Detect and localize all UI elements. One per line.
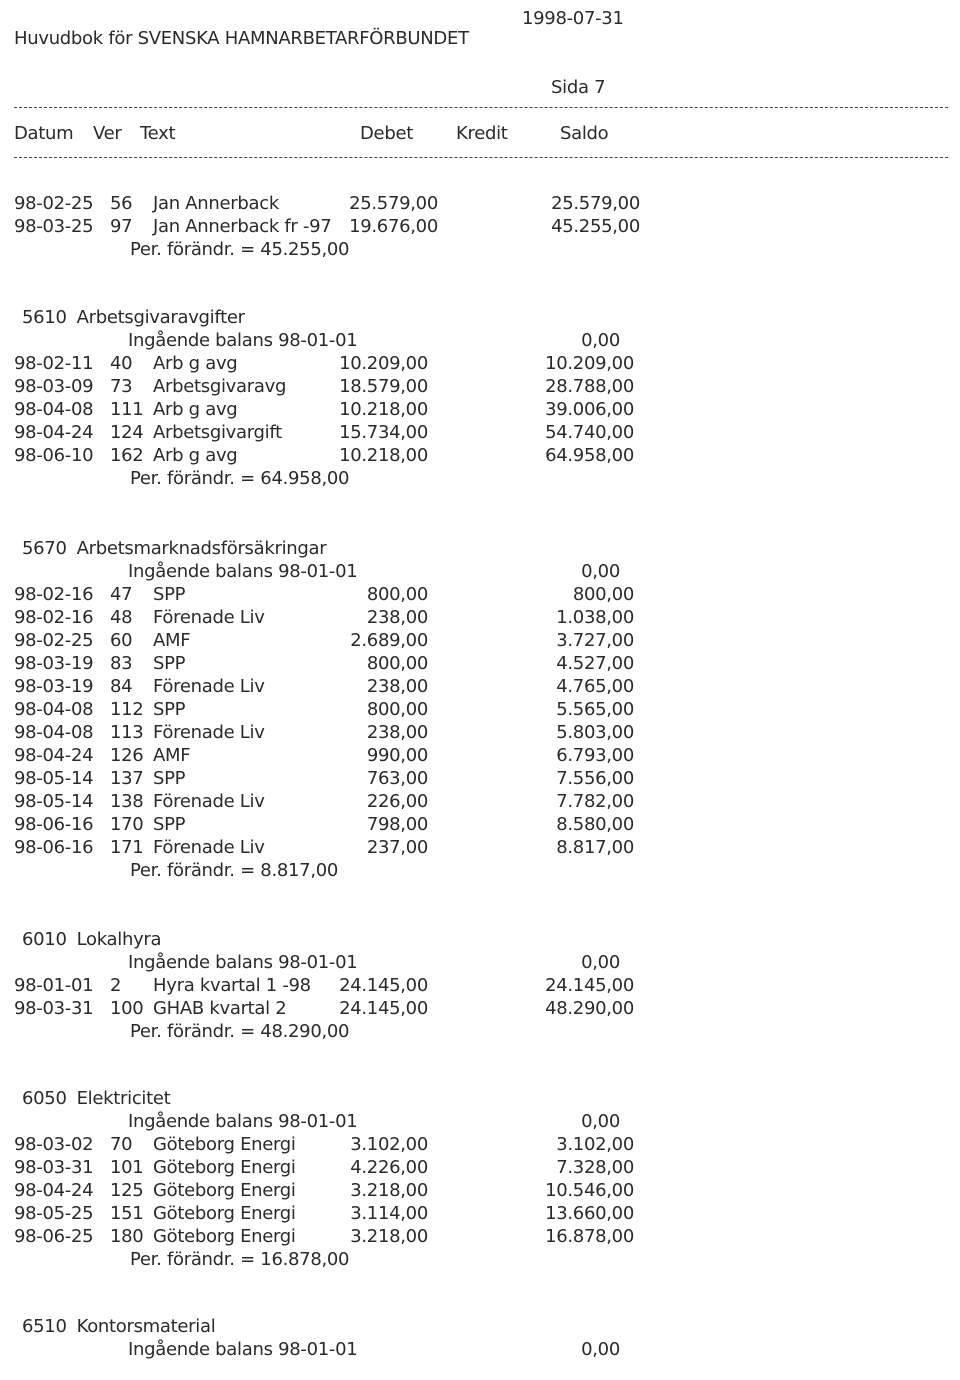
row-ver: 112 (110, 699, 144, 720)
row-text: SPP (153, 653, 186, 674)
ledger-row (0, 1157, 960, 1179)
account-heading (22, 1088, 170, 1110)
account-heading (22, 307, 245, 329)
ledger-row (0, 399, 960, 421)
header-divider-top (14, 107, 948, 108)
row-text: SPP (153, 699, 186, 720)
row-saldo: 5.565,00 (556, 699, 634, 720)
account-code: 6510 (22, 1316, 67, 1337)
row-saldo: 1.038,00 (556, 607, 634, 628)
row-text: Arb g avg (153, 353, 238, 374)
row-date: 98-06-25 (14, 1226, 94, 1247)
row-debet: 3.218,00 (350, 1180, 428, 1201)
row-debet: 800,00 (366, 584, 428, 605)
row-text: AMF (153, 630, 191, 651)
ledger-row (0, 1226, 960, 1248)
ledger-row (0, 745, 960, 767)
row-ver: 48 (110, 607, 133, 628)
column-header-ver: Ver (93, 123, 122, 144)
row-saldo: 8.817,00 (556, 837, 634, 858)
account-heading (22, 538, 326, 560)
report-title: Huvudbok för SVENSKA HAMNARBETARFÖRBUNDET (14, 28, 469, 49)
row-ver: 73 (110, 376, 133, 397)
row-saldo: 54.740,00 (545, 422, 634, 443)
row-ver: 70 (110, 1134, 133, 1155)
row-debet: 990,00 (366, 745, 428, 766)
ledger-row (0, 1134, 960, 1156)
row-debet: 3.102,00 (350, 1134, 428, 1155)
row-debet: 2.689,00 (350, 630, 428, 651)
row-ver: 111 (110, 399, 144, 420)
ledger-row (0, 998, 960, 1020)
row-debet: 763,00 (366, 768, 428, 789)
row-ver: 101 (110, 1157, 144, 1178)
account-heading (22, 929, 161, 951)
row-text: Göteborg Energi (153, 1134, 296, 1155)
row-ver: 83 (110, 653, 133, 674)
row-date: 98-01-01 (14, 975, 94, 996)
row-ver: 151 (110, 1203, 144, 1224)
row-debet: 25.579,00 (349, 193, 438, 214)
row-ver: 162 (110, 445, 144, 466)
ledger-row (0, 814, 960, 836)
row-debet: 19.676,00 (349, 216, 438, 237)
row-text: Arbetsgivaravg (153, 376, 287, 397)
row-debet: 15.734,00 (339, 422, 428, 443)
account-name: Elektricitet (76, 1088, 171, 1109)
row-ver: 56 (110, 193, 133, 214)
column-header-datum: Datum (14, 123, 74, 144)
row-text: Jan Annerback (153, 193, 279, 214)
account-code: 6050 (22, 1088, 67, 1109)
row-ver: 2 (110, 975, 122, 996)
row-date: 98-06-10 (14, 445, 94, 466)
account-name: Lokalhyra (76, 929, 162, 950)
row-text: Göteborg Energi (153, 1226, 296, 1247)
row-text: Förenade Liv (153, 676, 265, 697)
row-saldo: 64.958,00 (545, 445, 634, 466)
row-saldo: 4.527,00 (556, 653, 634, 674)
row-saldo: 10.546,00 (545, 1180, 634, 1201)
row-date: 98-04-24 (14, 745, 94, 766)
row-text: Förenade Liv (153, 791, 265, 812)
account-heading (22, 1316, 215, 1338)
row-date: 98-02-25 (14, 630, 94, 651)
row-date: 98-02-25 (14, 193, 94, 214)
row-ver: 100 (110, 998, 144, 1019)
period-change: Per. förändr. = 45.255,00 (130, 239, 350, 260)
row-debet: 3.218,00 (350, 1226, 428, 1247)
row-saldo: 7.556,00 (556, 768, 634, 789)
row-debet: 10.218,00 (339, 399, 428, 420)
row-text: Arb g avg (153, 445, 238, 466)
row-text: Förenade Liv (153, 837, 265, 858)
row-saldo: 6.793,00 (556, 745, 634, 766)
row-saldo: 24.145,00 (545, 975, 634, 996)
row-date: 98-06-16 (14, 814, 94, 835)
ledger-row (0, 376, 960, 398)
row-date: 98-04-24 (14, 422, 94, 443)
row-saldo: 45.255,00 (551, 216, 640, 237)
column-header-debet: Debet (360, 123, 413, 144)
row-ver: 180 (110, 1226, 144, 1247)
row-ver: 138 (110, 791, 144, 812)
row-text: Förenade Liv (153, 607, 265, 628)
row-debet: 18.579,00 (339, 376, 428, 397)
row-text: Göteborg Energi (153, 1203, 296, 1224)
ledger-row (0, 722, 960, 744)
row-ver: 170 (110, 814, 144, 835)
row-text: Hyra kvartal 1 -98 (153, 975, 311, 996)
report-date: 1998-07-31 (522, 8, 624, 29)
row-text: Göteborg Energi (153, 1157, 296, 1178)
ledger-row (0, 445, 960, 467)
opening-balance-label: Ingående balans 98-01-01 (128, 1111, 358, 1132)
row-debet: 24.145,00 (339, 998, 428, 1019)
period-change: Per. förändr. = 16.878,00 (130, 1249, 350, 1270)
row-ver: 113 (110, 722, 144, 743)
row-date: 98-04-08 (14, 699, 94, 720)
row-saldo: 3.727,00 (556, 630, 634, 651)
row-saldo: 48.290,00 (545, 998, 634, 1019)
row-text: Göteborg Energi (153, 1180, 296, 1201)
opening-balance-value: 0,00 (581, 1339, 620, 1360)
row-debet: 238,00 (366, 676, 428, 697)
row-saldo: 800,00 (572, 584, 634, 605)
row-text: Jan Annerback fr -97 (153, 216, 332, 237)
row-text: Arb g avg (153, 399, 238, 420)
row-date: 98-03-31 (14, 1157, 94, 1178)
row-ver: 97 (110, 216, 133, 237)
row-date: 98-03-19 (14, 676, 94, 697)
row-debet: 10.218,00 (339, 445, 428, 466)
ledger-row (0, 353, 960, 375)
account-name: Arbetsmarknadsförsäkringar (76, 538, 327, 559)
row-text: SPP (153, 768, 186, 789)
row-date: 98-03-19 (14, 653, 94, 674)
row-debet: 10.209,00 (339, 353, 428, 374)
ledger-row (0, 422, 960, 444)
row-date: 98-03-02 (14, 1134, 94, 1155)
row-saldo: 3.102,00 (556, 1134, 634, 1155)
row-date: 98-03-09 (14, 376, 94, 397)
row-debet: 798,00 (366, 814, 428, 835)
row-text: SPP (153, 584, 186, 605)
opening-balance-value: 0,00 (581, 561, 620, 582)
row-date: 98-04-08 (14, 399, 94, 420)
account-name: Kontorsmaterial (76, 1316, 216, 1337)
page-number: Sida 7 (551, 77, 606, 98)
row-date: 98-05-14 (14, 768, 94, 789)
row-debet: 800,00 (366, 653, 428, 674)
row-debet: 237,00 (366, 837, 428, 858)
row-ver: 171 (110, 837, 144, 858)
opening-balance-value: 0,00 (581, 1111, 620, 1132)
row-debet: 4.226,00 (350, 1157, 428, 1178)
ledger-row (0, 630, 960, 652)
opening-balance-label: Ingående balans 98-01-01 (128, 561, 358, 582)
column-header-saldo: Saldo (560, 123, 609, 144)
ledger-row (0, 216, 960, 238)
row-text: Arbetsgivargift (153, 422, 282, 443)
row-ver: 126 (110, 745, 144, 766)
row-saldo: 25.579,00 (551, 193, 640, 214)
ledger-row (0, 791, 960, 813)
row-date: 98-04-08 (14, 722, 94, 743)
row-date: 98-02-16 (14, 607, 94, 628)
row-debet: 800,00 (366, 699, 428, 720)
row-debet: 226,00 (366, 791, 428, 812)
ledger-row (0, 607, 960, 629)
ledger-row (0, 584, 960, 606)
column-header-text: Text (140, 123, 176, 144)
account-code: 5610 (22, 307, 67, 328)
row-date: 98-04-24 (14, 1180, 94, 1201)
opening-balance-value: 0,00 (581, 952, 620, 973)
opening-balance-label: Ingående balans 98-01-01 (128, 1339, 358, 1360)
row-saldo: 8.580,00 (556, 814, 634, 835)
account-code: 5670 (22, 538, 67, 559)
row-debet: 238,00 (366, 607, 428, 628)
ledger-row (0, 768, 960, 790)
row-saldo: 7.328,00 (556, 1157, 634, 1178)
row-debet: 3.114,00 (350, 1203, 428, 1224)
row-debet: 238,00 (366, 722, 428, 743)
row-saldo: 39.006,00 (545, 399, 634, 420)
row-date: 98-03-25 (14, 216, 94, 237)
row-saldo: 4.765,00 (556, 676, 634, 697)
row-text: SPP (153, 814, 186, 835)
ledger-row (0, 975, 960, 997)
row-saldo: 13.660,00 (545, 1203, 634, 1224)
row-saldo: 28.788,00 (545, 376, 634, 397)
opening-balance-label: Ingående balans 98-01-01 (128, 330, 358, 351)
ledger-row (0, 1203, 960, 1225)
period-change: Per. förändr. = 64.958,00 (130, 468, 350, 489)
row-date: 98-02-11 (14, 353, 94, 374)
row-ver: 125 (110, 1180, 144, 1201)
row-ver: 137 (110, 768, 144, 789)
row-date: 98-03-31 (14, 998, 94, 1019)
row-saldo: 16.878,00 (545, 1226, 634, 1247)
account-name: Arbetsgivaravgifter (76, 307, 245, 328)
ledger-row (0, 676, 960, 698)
ledger-row (0, 653, 960, 675)
row-ver: 40 (110, 353, 133, 374)
row-saldo: 10.209,00 (545, 353, 634, 374)
row-debet: 24.145,00 (339, 975, 428, 996)
account-code: 6010 (22, 929, 67, 950)
ledger-row (0, 699, 960, 721)
ledger-row (0, 193, 960, 215)
opening-balance-value: 0,00 (581, 330, 620, 351)
column-header-kredit: Kredit (456, 123, 508, 144)
row-ver: 47 (110, 584, 133, 605)
ledger-row (0, 837, 960, 859)
row-date: 98-05-25 (14, 1203, 94, 1224)
row-saldo: 7.782,00 (556, 791, 634, 812)
row-date: 98-05-14 (14, 791, 94, 812)
header-divider-bottom (14, 157, 948, 158)
row-ver: 124 (110, 422, 144, 443)
period-change: Per. förändr. = 48.290,00 (130, 1021, 350, 1042)
row-date: 98-06-16 (14, 837, 94, 858)
row-text: GHAB kvartal 2 (153, 998, 287, 1019)
opening-balance-label: Ingående balans 98-01-01 (128, 952, 358, 973)
ledger-row (0, 1180, 960, 1202)
period-change: Per. förändr. = 8.817,00 (130, 860, 339, 881)
row-ver: 60 (110, 630, 133, 651)
row-date: 98-02-16 (14, 584, 94, 605)
row-saldo: 5.803,00 (556, 722, 634, 743)
row-text: AMF (153, 745, 191, 766)
row-text: Förenade Liv (153, 722, 265, 743)
row-ver: 84 (110, 676, 133, 697)
